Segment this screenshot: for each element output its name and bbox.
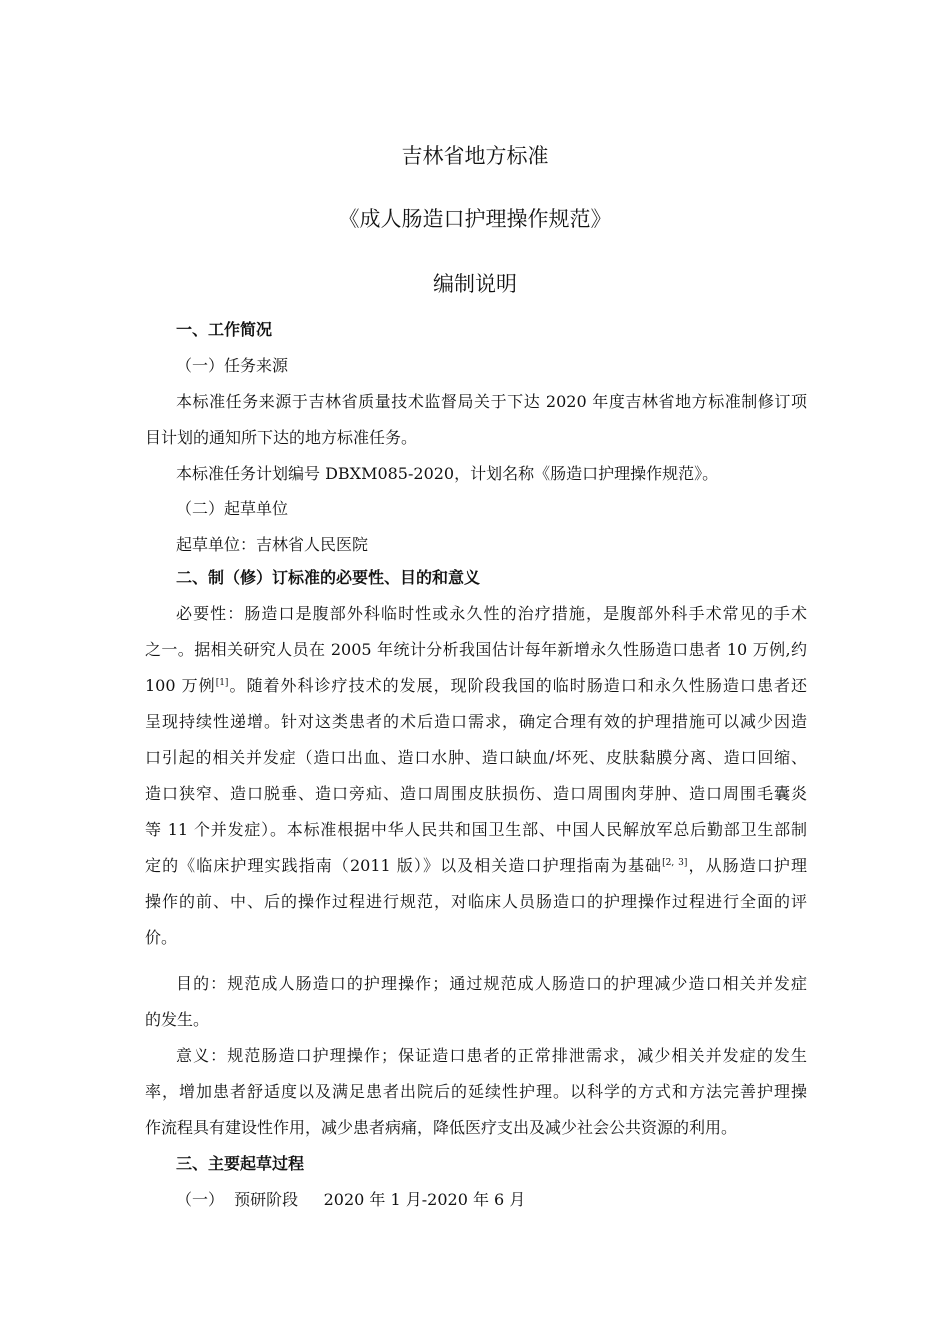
paragraph-line: 操作的前、中、后的操作过程进行规范，对临床人员肠造口的护理操作过程进行全面的评 (145, 892, 807, 911)
subsection-heading: （一）任务来源 (176, 356, 289, 375)
section-heading: 一、工作简况 (176, 320, 273, 339)
doc-subtitle: 《成人肠造口护理操作规范》 (338, 207, 612, 231)
paragraph-line: 目计划的通知所下达的地方标准任务。 (145, 428, 418, 447)
subsection-heading: （一） 预研阶段 2020 年 1 月-2020 年 6 月 (176, 1190, 526, 1209)
paragraph-line: 作流程具有建设性作用，减少患者病痛，降低医疗支出及减少社会公共资源的利用。 (145, 1118, 738, 1137)
paragraph-line: 造口狭窄、造口脱垂、造口旁疝、造口周围皮肤损伤、造口周围肉芽肿、造口周围毛囊炎 (145, 784, 807, 803)
paragraph-line: 目的：规范成人肠造口的护理操作；通过规范成人肠造口的护理减少造口相关并发症 (176, 974, 807, 993)
paragraph-line (145, 674, 807, 698)
paragraph-line: 率，增加患者舒适度以及满足患者出院后的延续性护理。以科学的方式和方法完善护理操 (145, 1082, 807, 1101)
paragraph-line: 本标准任务来源于吉林省质量技术监督局关于下达 2020 年度吉林省地方标准制修订项 (176, 392, 807, 411)
text: 。随着外科诊疗技术的发展，现阶段我国的临时肠造口和永久性肠造口患者还 (228, 676, 807, 695)
paragraph-line: 之一。据相关研究人员在 2005 年统计分析我国估计每年新增永久性肠造口患者 10 万例,约 (145, 640, 807, 659)
paragraph-line: 的发生。 (145, 1010, 210, 1029)
subsection-heading: （二）起草单位 (176, 499, 289, 518)
paragraph-line: 必要性：肠造口是腹部外科临时性或永久性的治疗措施，是腹部外科手术常见的手术 (176, 604, 807, 623)
paragraph-line: 意义：规范肠造口护理操作；保证造口患者的正常排泄需求，减少相关并发症的发生 (176, 1046, 807, 1065)
citation: [2, 3] (662, 858, 688, 868)
text: 100 万例 (145, 676, 216, 695)
paragraph-line (145, 854, 807, 878)
section-heading: 三、主要起草过程 (176, 1154, 305, 1173)
paragraph-line: 本标准任务计划编号 DBXM085-2020，计划名称《肠造口护理操作规范》。 (176, 464, 719, 483)
paragraph-line: 口引起的相关并发症（造口出血、造口水肿、造口缺血/坏死、皮肤黏膜分离、造口回缩、 (145, 748, 807, 767)
citation: [1] (215, 678, 229, 688)
paragraph-line: 价。 (145, 928, 178, 947)
paragraph-line: 等 11 个并发症）。本标准根据中华人民共和国卫生部、中国人民解放军总后勤部卫生部制 (145, 820, 807, 839)
text: 定的《临床护理实践指南（2011 版）》以及相关造口护理指南为基础 (145, 856, 663, 875)
text: ，从肠造口护理 (687, 856, 807, 875)
paragraph-line: 呈现持续性递增。针对这类患者的术后造口需求，确定合理有效的护理措施可以减少因造 (145, 712, 807, 731)
doc-heading: 编制说明 (433, 272, 517, 296)
doc-title: 吉林省地方标准 (401, 144, 549, 168)
section-heading: 二、制（修）订标准的必要性、目的和意义 (176, 568, 481, 587)
paragraph-line: 起草单位：吉林省人民医院 (176, 535, 369, 554)
